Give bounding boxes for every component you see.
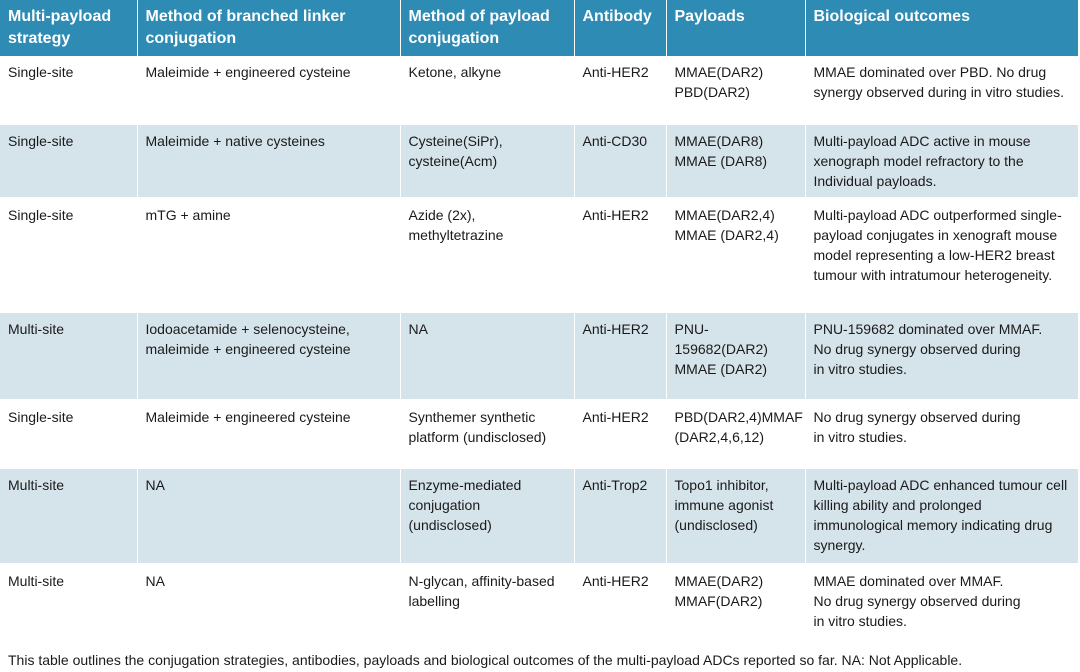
cell-payload-method: Azide (2x), methyltetrazine bbox=[400, 198, 574, 312]
cell-payloads: PBD(DAR2,4)MMAF (DAR2,4,6,12) bbox=[666, 400, 805, 468]
cell-outcome: Multi-payload ADC enhanced tumour cell killing ability and prolonged immunological memory indicating drug synergy. bbox=[805, 468, 1078, 564]
cell-linker: Maleimide + engineered cysteine bbox=[137, 56, 400, 124]
header-antibody: Antibody bbox=[574, 0, 666, 56]
cell-outcome: MMAE dominated over PBD. No drug synergy observed during in vitro studies. bbox=[805, 56, 1078, 124]
cell-payloads: Topo1 inhibitor, immune agonist (undisclosed) bbox=[666, 468, 805, 564]
cell-linker: NA bbox=[137, 468, 400, 564]
table-row bbox=[0, 56, 1078, 124]
cell-antibody: Anti-HER2 bbox=[574, 400, 666, 468]
cell-antibody: Anti-Trop2 bbox=[574, 468, 666, 564]
cell-payload-method: Synthemer synthetic platform (undisclosed) bbox=[400, 400, 574, 468]
cell-strategy: Single-site bbox=[0, 124, 137, 198]
table-row bbox=[0, 564, 1078, 638]
header-row bbox=[0, 0, 1078, 56]
cell-payloads: MMAE(DAR2) PBD(DAR2) bbox=[666, 56, 805, 124]
cell-payloads: MMAE(DAR2) MMAF(DAR2) bbox=[666, 564, 805, 638]
cell-strategy: Single-site bbox=[0, 56, 137, 124]
cell-linker: Maleimide + engineered cysteine bbox=[137, 400, 400, 468]
table-row bbox=[0, 468, 1078, 564]
header-linker-conjugation: Method of branched linker conjugation bbox=[137, 0, 400, 56]
table-row bbox=[0, 198, 1078, 312]
cell-antibody: Anti-CD30 bbox=[574, 124, 666, 198]
cell-antibody: Anti-HER2 bbox=[574, 198, 666, 312]
cell-payloads: MMAE(DAR2,4) MMAE (DAR2,4) bbox=[666, 198, 805, 312]
cell-strategy: Multi-site bbox=[0, 312, 137, 400]
cell-payload-method: Enzyme-mediated conjugation (undisclosed) bbox=[400, 468, 574, 564]
cell-linker: Maleimide + native cysteines bbox=[137, 124, 400, 198]
cell-strategy: Multi-site bbox=[0, 468, 137, 564]
cell-linker: Iodoacetamide + selenocysteine, maleimide + engineered cysteine bbox=[137, 312, 400, 400]
cell-outcome: No drug synergy observed during in vitro studies. bbox=[805, 400, 1078, 468]
cell-payload-method: NA bbox=[400, 312, 574, 400]
cell-outcome: Multi-payload ADC outperformed single-payload conjugates in xenograft mouse model representing a low-HER2 breast tumour with intratumour heterogeneity. bbox=[805, 198, 1078, 312]
table-caption: This table outlines the conjugation strategies, antibodies, payloads and biological outcomes of the multi-payload ADCs reported so far. NA: Not Applicable. bbox=[8, 652, 963, 668]
header-strategy: Multi-payload strategy bbox=[0, 0, 137, 56]
table-row bbox=[0, 124, 1078, 198]
cell-payloads: MMAE(DAR8) MMAE (DAR8) bbox=[666, 124, 805, 198]
header-payloads: Payloads bbox=[666, 0, 805, 56]
cell-linker: mTG + amine bbox=[137, 198, 400, 312]
cell-outcome: PNU-159682 dominated over MMAF. No drug synergy observed during in vitro studies. bbox=[805, 312, 1078, 400]
cell-antibody: Anti-HER2 bbox=[574, 312, 666, 400]
cell-payload-method: Cysteine(SiPr), cysteine(Acm) bbox=[400, 124, 574, 198]
cell-payload-method: Ketone, alkyne bbox=[400, 56, 574, 124]
cell-strategy: Single-site bbox=[0, 198, 137, 312]
table-row bbox=[0, 400, 1078, 468]
cell-outcome: Multi-payload ADC active in mouse xenograph model refractory to the Individual payloads. bbox=[805, 124, 1078, 198]
table-row bbox=[0, 312, 1078, 400]
cell-linker: NA bbox=[137, 564, 400, 638]
header-payload-conjugation: Method of payload conjugation bbox=[400, 0, 574, 56]
cell-antibody: Anti-HER2 bbox=[574, 56, 666, 124]
cell-strategy: Multi-site bbox=[0, 564, 137, 638]
cell-strategy: Single-site bbox=[0, 400, 137, 468]
cell-outcome: MMAE dominated over MMAF. No drug synergy observed during in vitro studies. bbox=[805, 564, 1078, 638]
cell-antibody: Anti-HER2 bbox=[574, 564, 666, 638]
cell-payloads: PNU-159682(DAR2) MMAE (DAR2) bbox=[666, 312, 805, 400]
header-outcomes: Biological outcomes bbox=[805, 0, 1078, 56]
cell-payload-method: N-glycan, affinity-based labelling bbox=[400, 564, 574, 638]
